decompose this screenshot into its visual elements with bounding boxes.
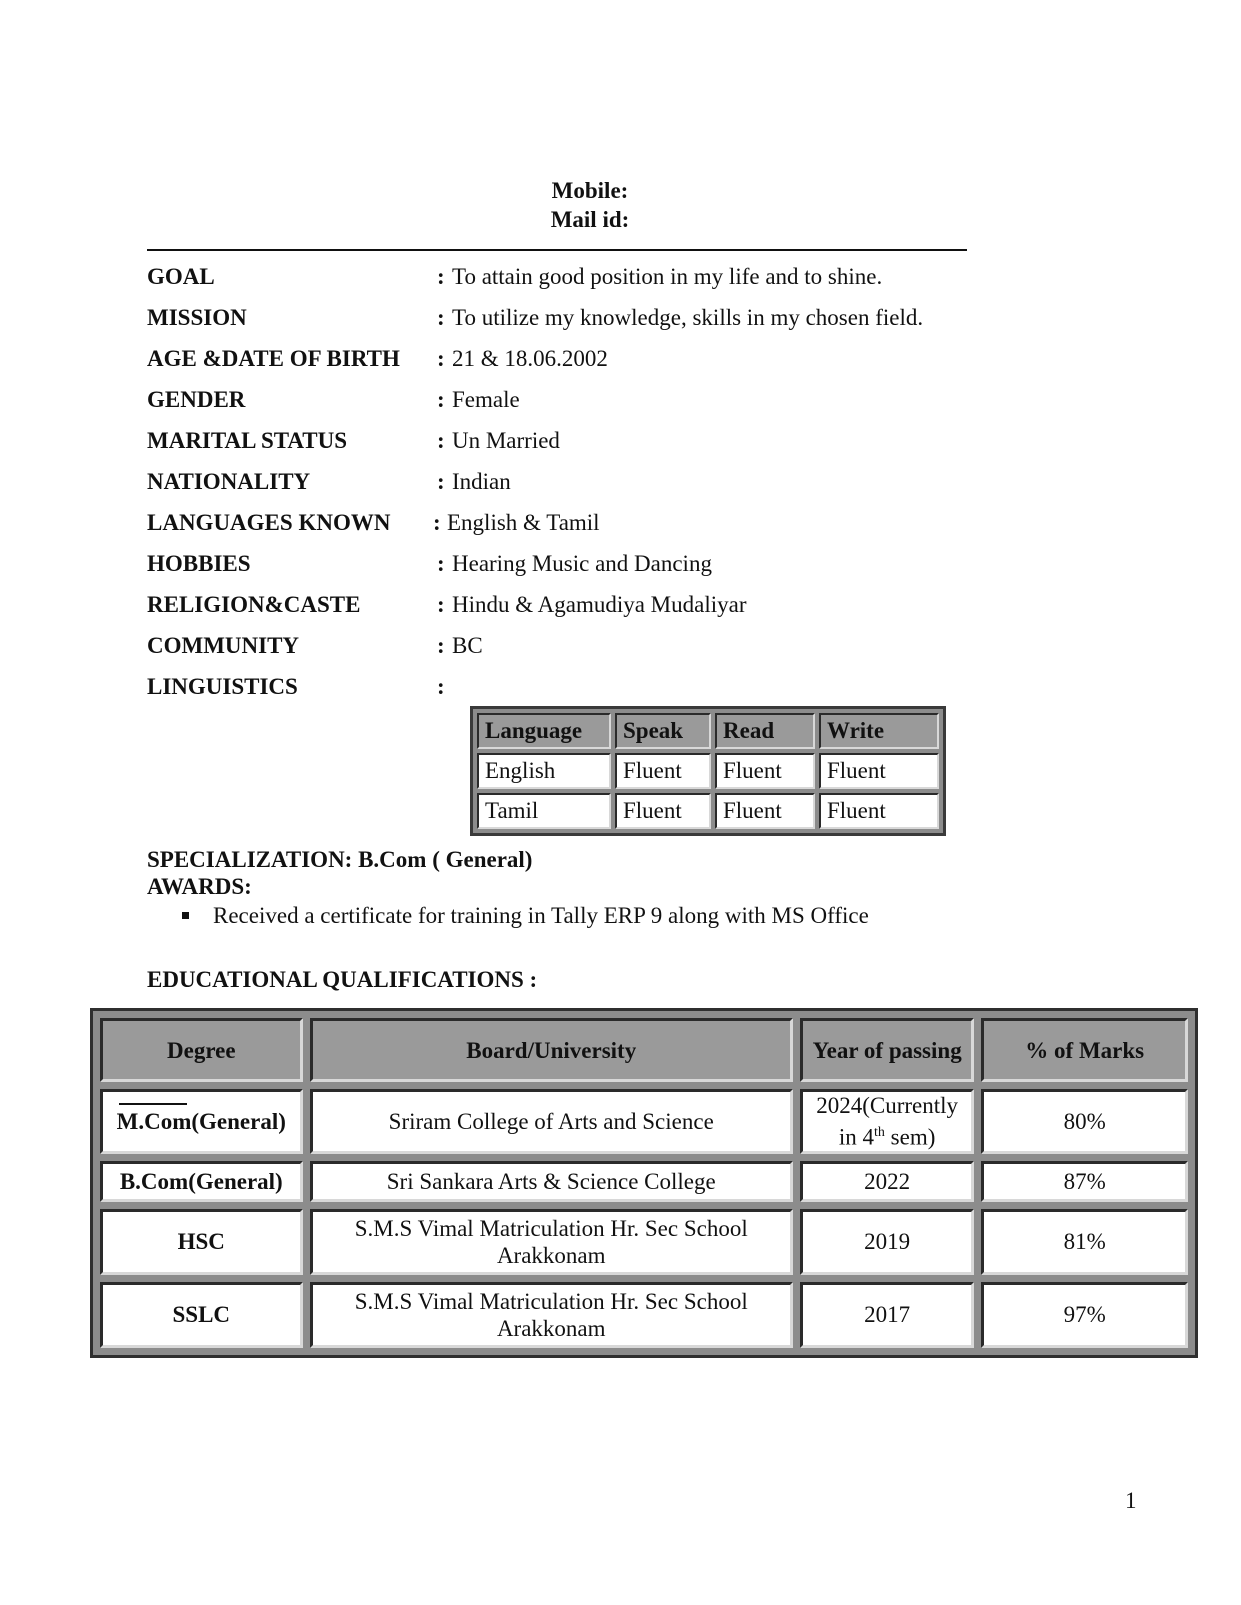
header-cell: Degree [100,1018,303,1082]
pi-label: AGE &DATE OF BIRTH [147,346,400,371]
board-cell: Sri Sankara Arts & Science College [310,1161,793,1202]
pi-label: MARITAL STATUS [147,428,348,453]
pi-value: Female [452,387,520,412]
specialization: SPECIALIZATION: B.Com ( General) [147,847,533,872]
table-cell: Tamil [477,793,611,829]
year-cell: 2022 [800,1161,974,1202]
pi-value: Hindu & Agamudiya Mudaliyar [452,592,747,617]
pi-label: HOBBIES [147,551,251,576]
pi-value: Indian [452,469,511,494]
board-text: S.M.S Vimal Matriculation Hr. Sec School [354,1288,748,1314]
table-header-row [100,1018,1188,1082]
pi-colon: : [437,264,445,289]
marks-cell: 81% [981,1209,1188,1275]
board-cell [310,1209,793,1275]
year-cell [800,1089,974,1154]
pi-value: To attain good position in my life and to shine. [452,264,883,289]
table-row [100,1282,1188,1348]
pi-label: LINGUISTICS [147,674,298,699]
pi-colon: : [437,387,445,412]
table-cell: Fluent [819,753,939,789]
board-text: S.M.S Vimal Matriculation Hr. Sec School [354,1215,748,1241]
marks-cell: 87% [981,1161,1188,1202]
pi-value: Un Married [452,428,560,453]
degree-cell: SSLC [100,1282,303,1348]
pi-value: To utilize my knowledge, skills in my chosen field. [452,305,924,330]
header-divider [147,249,967,251]
table-row [100,1089,1188,1154]
mail-label: Mail id: [550,207,630,232]
overline-mark [119,1103,187,1105]
table-cell: Fluent [615,793,711,829]
pi-label: GENDER [147,387,246,412]
pi-value: English & Tamil [447,510,600,535]
header-cell: % of Marks [981,1018,1188,1082]
board-cell [310,1089,793,1154]
board-text: Arakkonam [496,1242,606,1268]
pi-colon: : [437,592,445,617]
year-cell: 2017 [800,1282,974,1348]
pi-colon: : [437,305,445,330]
pi-colon: : [437,633,445,658]
pi-colon: : [437,674,445,699]
degree-cell [100,1089,303,1154]
pi-label: GOAL [147,264,215,289]
pi-label: LANGUAGES KNOWN [147,510,391,535]
pi-colon: : [437,469,445,494]
pi-value: BC [452,633,483,658]
table-row [100,1209,1188,1275]
mobile-label: Mobile: [551,178,629,203]
award-list-item [182,902,869,930]
table-cell: Fluent [615,753,711,789]
bullet-icon [182,912,189,919]
board-text: Sriram College of Arts and Science [388,1108,714,1134]
table-cell: English [477,753,611,789]
table-row [477,793,939,829]
pi-label: MISSION [147,305,247,330]
pi-value: Hearing Music and Dancing [452,551,712,576]
degree-cell: HSC [100,1209,303,1275]
pi-label: RELIGION&CASTE [147,592,361,617]
marks-cell: 97% [981,1282,1188,1348]
table-cell: Fluent [819,793,939,829]
header-cell: Language [477,713,611,749]
education-heading: EDUCATIONAL QUALIFICATIONS : [147,967,538,992]
pi-colon: : [437,551,445,576]
pi-colon: : [437,428,445,453]
table-cell: Fluent [715,753,815,789]
pi-label: COMMUNITY [147,633,300,658]
table-row [100,1161,1188,1202]
pi-colon: : [433,510,441,535]
table-row [477,753,939,789]
year-text-pre: in 4 [838,1124,875,1150]
linguistics-table [470,706,946,836]
board-text: Arakkonam [496,1315,606,1341]
contact-block [0,176,1180,234]
awards-heading: AWARDS: [147,874,252,899]
award-text: Received a certificate for training in Tally ERP 9 along with MS Office [213,903,869,928]
table-header-row [477,713,939,749]
degree-text: M.Com(General) [116,1108,286,1134]
year-superscript: th [874,1125,885,1140]
header-cell: Year of passing [800,1018,974,1082]
header-cell: Read [715,713,815,749]
header-cell: Speak [615,713,711,749]
board-cell [310,1282,793,1348]
year-text-post: sem) [884,1124,936,1150]
marks-cell: 80% [981,1089,1188,1154]
education-table [90,1008,1198,1358]
pi-colon: : [437,346,445,371]
year-text: 2024(Currently [816,1093,959,1118]
page-number: 1 [1125,1488,1137,1513]
table-cell: Fluent [715,793,815,829]
header-cell: Write [819,713,939,749]
pi-value: 21 & 18.06.2002 [452,346,608,371]
header-cell: Board/University [310,1018,793,1082]
degree-cell: B.Com(General) [100,1161,303,1202]
pi-label: NATIONALITY [147,469,311,494]
year-cell: 2019 [800,1209,974,1275]
